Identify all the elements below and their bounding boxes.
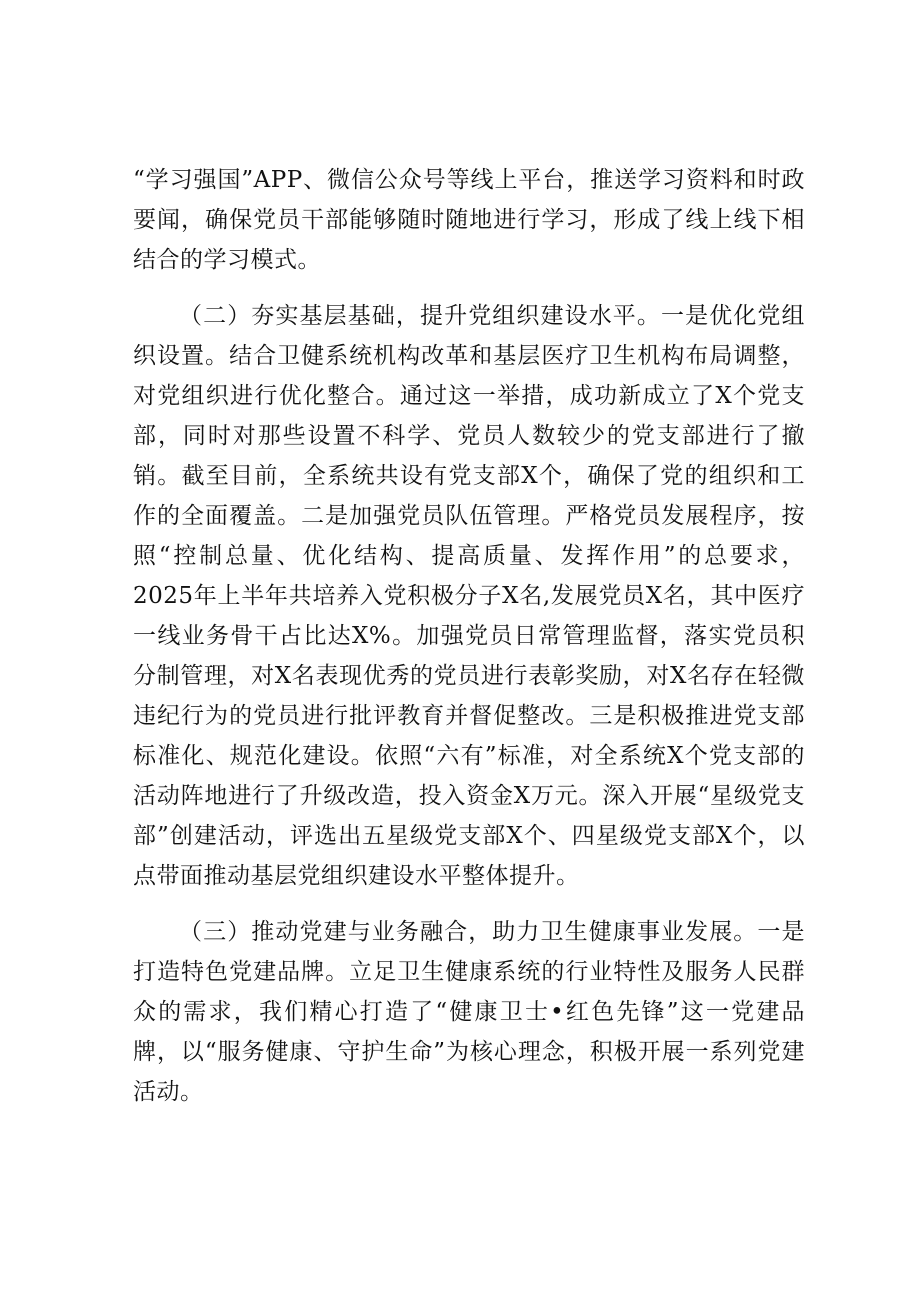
paragraph-1: “学习强国”APP、微信公众号等线上平台，推送学习资料和时政要闻，确保党员干部能够随时随地进行学习，形成了线上线下相结合的学习模式。 — [133, 167, 805, 273]
paragraph-3: （三）推动党建与业务融合，助力卫生健康事业发展。一是打造特色党建品牌。立足卫生健康系统的行业特性及服务人民群众的需求，我们精心打造了“健康卫士•红色先锋”这一党建品牌，以“服务健康、守护生命”为核心理念，积极开展一系列党建活动。 — [133, 919, 805, 1105]
body-text — [133, 160, 805, 1112]
paragraph-2: （二）夯实基层基础，提升党组织建设水平。一是优化党组织设置。结合卫健系统机构改革和基层医疗卫生机构布局调整，对党组织进行优化整合。通过这一举措，成功新成立了X个党支部，同时对那些设置不科学、党员人数较少的党支部进行了撤销。截至目前，全系统共设有党支部X个，确保了党的组织和工作的全面覆盖。二是加强党员队伍管理。严格党员发展程序，按照“控制总量、优化结构、提高质量、发挥作用”的总要求，2025年上半年共培养入党积极分子X名,发展党员X名，其中医疗一线业务骨干占比达X%。加强党员日常管理监督，落实党员积分制管理，对X名表现优秀的党员进行表彰奖励，对X名存在轻微违纪行为的党员进行批评教育并督促整改。三是积极推进党支部标准化、规范化建设。依照“六有”标准，对全系统X个党支部的活动阵地进行了升级改造，投入资金X万元。深入开展“星级党支部”创建活动，评选出五星级党支部X个、四星级党支部X个，以点带面推动基层党组织建设水平整体提升。 — [133, 303, 805, 889]
